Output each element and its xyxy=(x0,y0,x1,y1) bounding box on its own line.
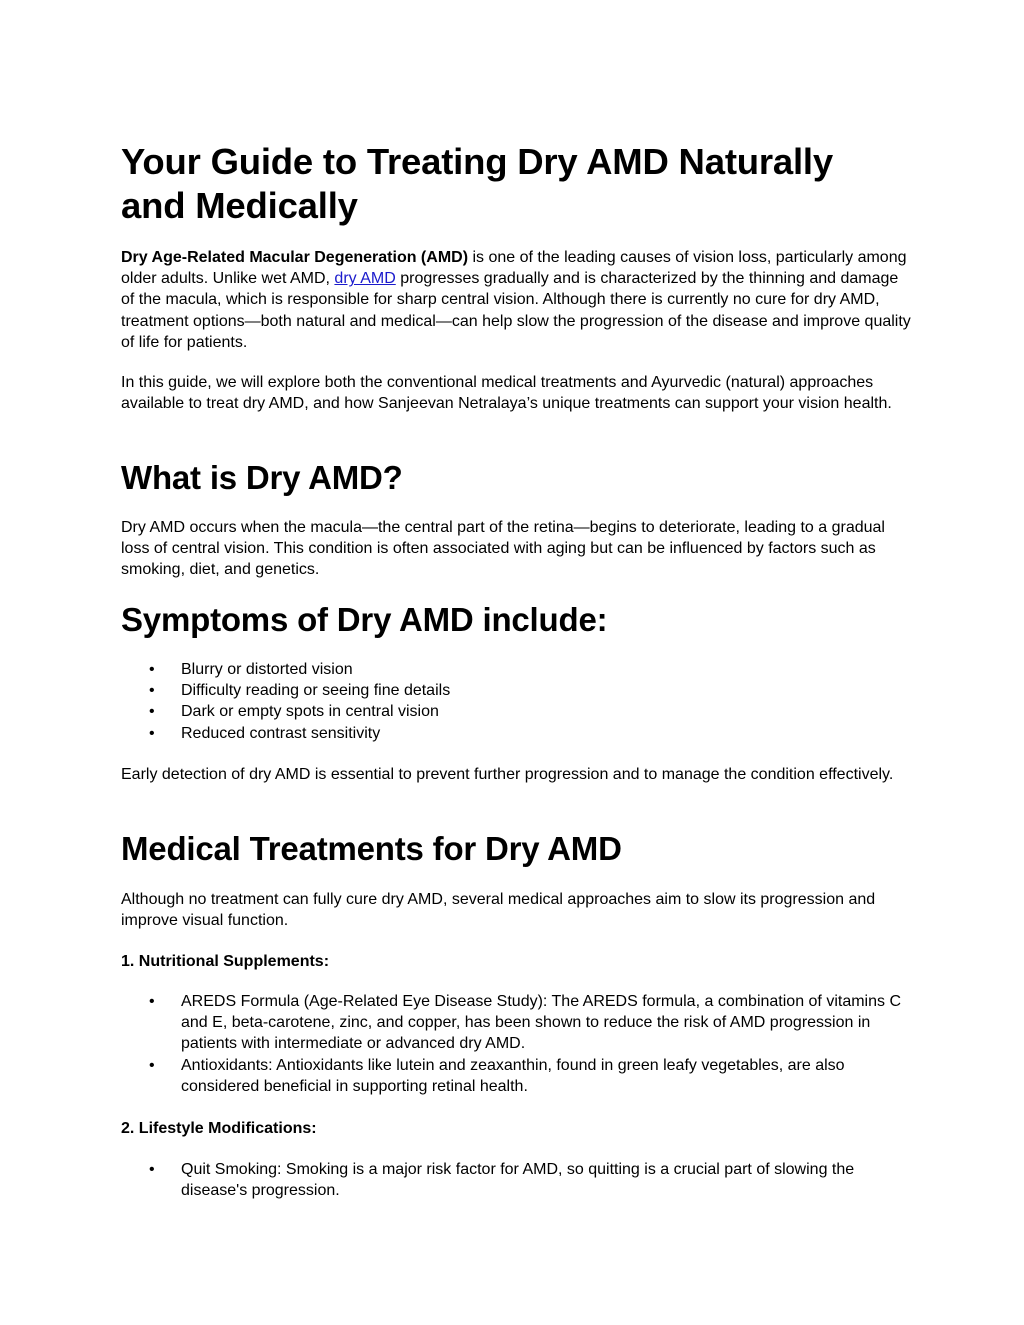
list-item: • Quit Smoking: Smoking is a major risk factor for AMD, so quitting is a crucial part of slowing the disease's progression. xyxy=(121,1159,911,1201)
what-is-heading: What is Dry AMD? xyxy=(121,459,403,496)
list-item: • Reduced contrast sensitivity xyxy=(121,723,911,744)
intro-paragraph xyxy=(121,247,911,353)
symptoms-heading: Symptoms of Dry AMD include: xyxy=(121,601,608,638)
list-item: • Antioxidants: Antioxidants like lutein and zeaxanthin, found in green leafy vegetables, are also considered beneficial in supporting retinal health. xyxy=(121,1055,911,1097)
what-is-paragraph: Dry AMD occurs when the macula—the central part of the retina—begins to deteriorate, leading to a gradual loss of central vision. This condition is often associated with aging but can be influenced by factors such as smoking, diet, and genetics. xyxy=(121,519,885,579)
list-item: • Difficulty reading or seeing fine details xyxy=(121,680,911,701)
section-1-heading: 1. Nutritional Supplements: xyxy=(121,953,330,970)
intro-text-2: progresses gradually and is characterized by the thinning and damage of the macula, which is responsible for sharp central vision. Although there is currently no cure for dry AMD, treatment options—both natural and medical—can help slow the progression of the disease and improve quality of life for patients. xyxy=(121,270,911,351)
intro-text-1: is one of the leading causes of vision loss, particularly among older adults. Unlike wet AMD, xyxy=(121,249,907,288)
supplements-list xyxy=(121,991,911,1097)
dry-amd-link[interactable]: dry AMD xyxy=(334,270,396,288)
lifestyle-list xyxy=(121,1159,911,1201)
symptoms-note: Early detection of dry AMD is essential to prevent further progression and to manage the condition effectively. xyxy=(121,766,894,783)
list-item: • AREDS Formula (Age-Related Eye Disease Study): The AREDS formula, a combination of vitamins C and E, beta-carotene, zinc, and copper, has been shown to reduce the risk of AMD progression in patients with intermediate or advanced dry AMD. xyxy=(121,991,911,1055)
section-2-heading: 2. Lifestyle Modifications: xyxy=(121,1120,317,1137)
guide-paragraph: In this guide, we will explore both the conventional medical treatments and Ayurvedic (natural) approaches available to treat dry AMD, and how Sanjeevan Netralaya’s unique treatments can support your vision health. xyxy=(121,374,892,413)
list-item: • Dark or empty spots in central vision xyxy=(121,701,911,722)
list-item: • Blurry or distorted vision xyxy=(121,659,911,680)
intro-bold-term: Dry Age-Related Macular Degeneration (AMD) xyxy=(121,249,469,266)
medical-heading: Medical Treatments for Dry AMD xyxy=(121,830,622,867)
medical-paragraph: Although no treatment can fully cure dry AMD, several medical approaches aim to slow its progression and improve visual function. xyxy=(121,891,876,930)
symptoms-list xyxy=(121,659,911,744)
page-title: Your Guide to Treating Dry AMD Naturally and Medically xyxy=(121,141,833,226)
